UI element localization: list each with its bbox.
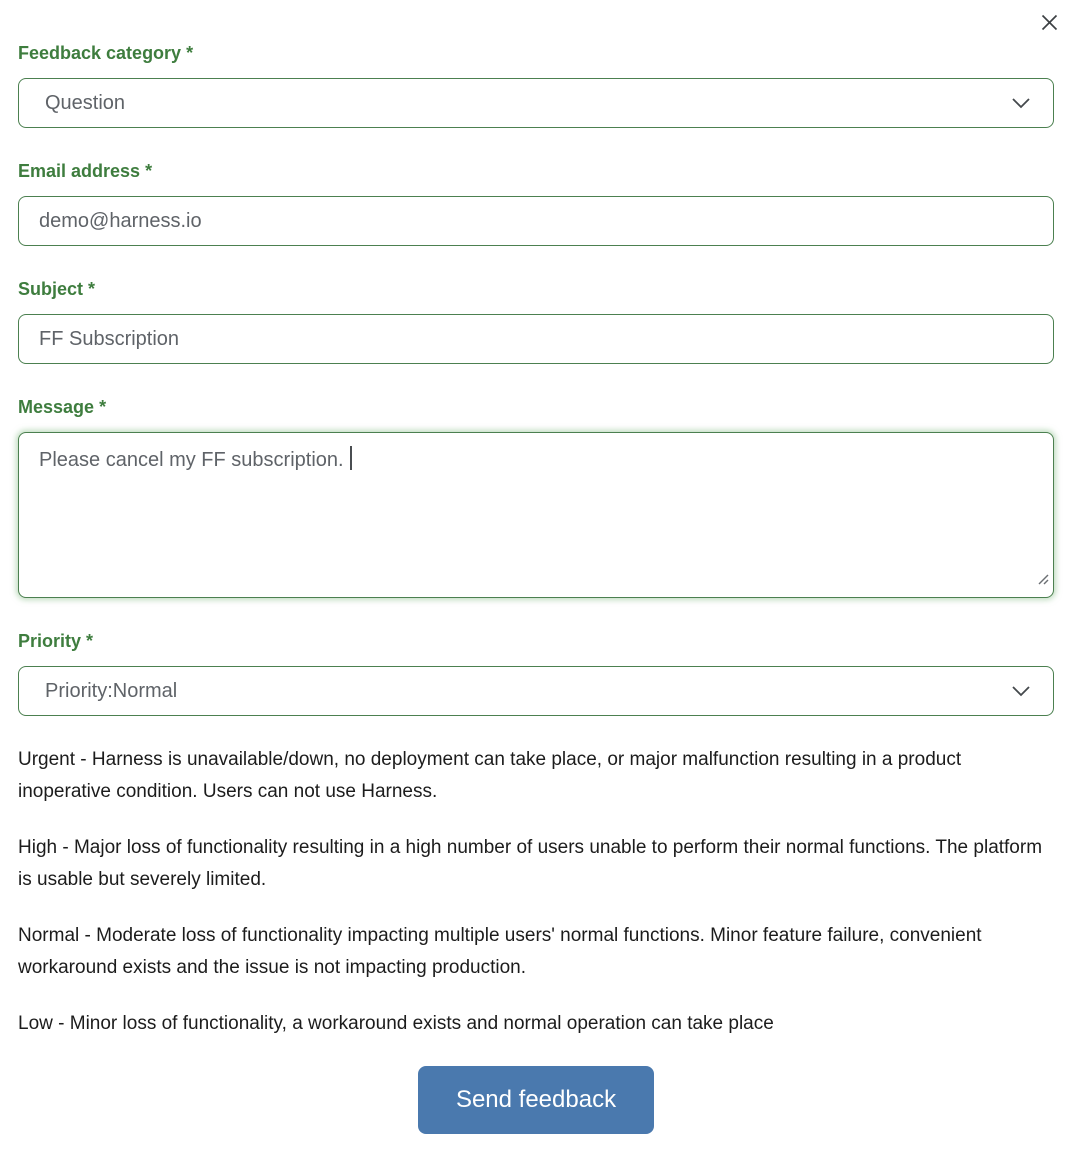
- label-text: Feedback category: [18, 43, 182, 63]
- label-text: Priority: [18, 631, 82, 651]
- message-textarea[interactable]: [18, 432, 1054, 598]
- email-field[interactable]: [18, 196, 1054, 246]
- required-asterisk: *: [99, 397, 107, 417]
- label-text: Email address: [18, 161, 141, 181]
- email-label: [18, 162, 1054, 180]
- priority-description-high: High - Major loss of functionality resulting in a high number of users unable to perform their normal functions. The platform is usable but severely limited.: [18, 837, 1043, 890]
- priority-descriptions: [18, 744, 1054, 1040]
- priority-label: [18, 632, 1054, 650]
- close-button[interactable]: [1037, 12, 1061, 36]
- priority-description-low: Low - Minor loss of functionality, a workaround exists and normal operation can take place: [18, 1013, 774, 1034]
- feedback-category-selected-value: Question: [45, 91, 126, 114]
- message-label: [18, 398, 1054, 416]
- field-group-message: [18, 398, 1054, 598]
- chevron-down-icon: [1011, 92, 1031, 115]
- priority-select[interactable]: [18, 666, 1054, 716]
- priority-description-normal: Normal - Moderate loss of functionality impacting multiple users' normal functions. Minor feature failure, convenient workaround exists and the issue is not impacting production.: [18, 925, 982, 978]
- resize-handle-icon[interactable]: [1036, 566, 1050, 594]
- field-group-priority: [18, 632, 1054, 716]
- feedback-category-select[interactable]: [18, 78, 1054, 128]
- required-asterisk: *: [86, 631, 94, 651]
- subject-label: [18, 280, 1054, 298]
- chevron-down-icon: [1011, 680, 1031, 703]
- subject-field[interactable]: [18, 314, 1054, 364]
- button-row: [18, 1066, 1054, 1134]
- send-feedback-button[interactable]: Send feedback: [418, 1066, 654, 1134]
- required-asterisk: *: [88, 279, 96, 299]
- feedback-category-label: [18, 44, 1054, 62]
- label-text: Message: [18, 397, 95, 417]
- priority-selected-value: Priority:Normal: [45, 679, 178, 702]
- priority-description-urgent: Urgent - Harness is unavailable/down, no deployment can take place, or major malfunction resulting in a product inoperative condition. Users can not use Harness.: [18, 749, 962, 802]
- field-group-subject: [18, 280, 1054, 364]
- text-cursor: [350, 446, 352, 470]
- message-text: Please cancel my FF subscription.: [39, 449, 344, 471]
- close-icon: [1040, 13, 1059, 35]
- field-group-feedback-category: [18, 44, 1054, 128]
- required-asterisk: *: [145, 161, 153, 181]
- field-group-email: [18, 162, 1054, 246]
- required-asterisk: *: [186, 43, 194, 63]
- label-text: Subject: [18, 279, 84, 299]
